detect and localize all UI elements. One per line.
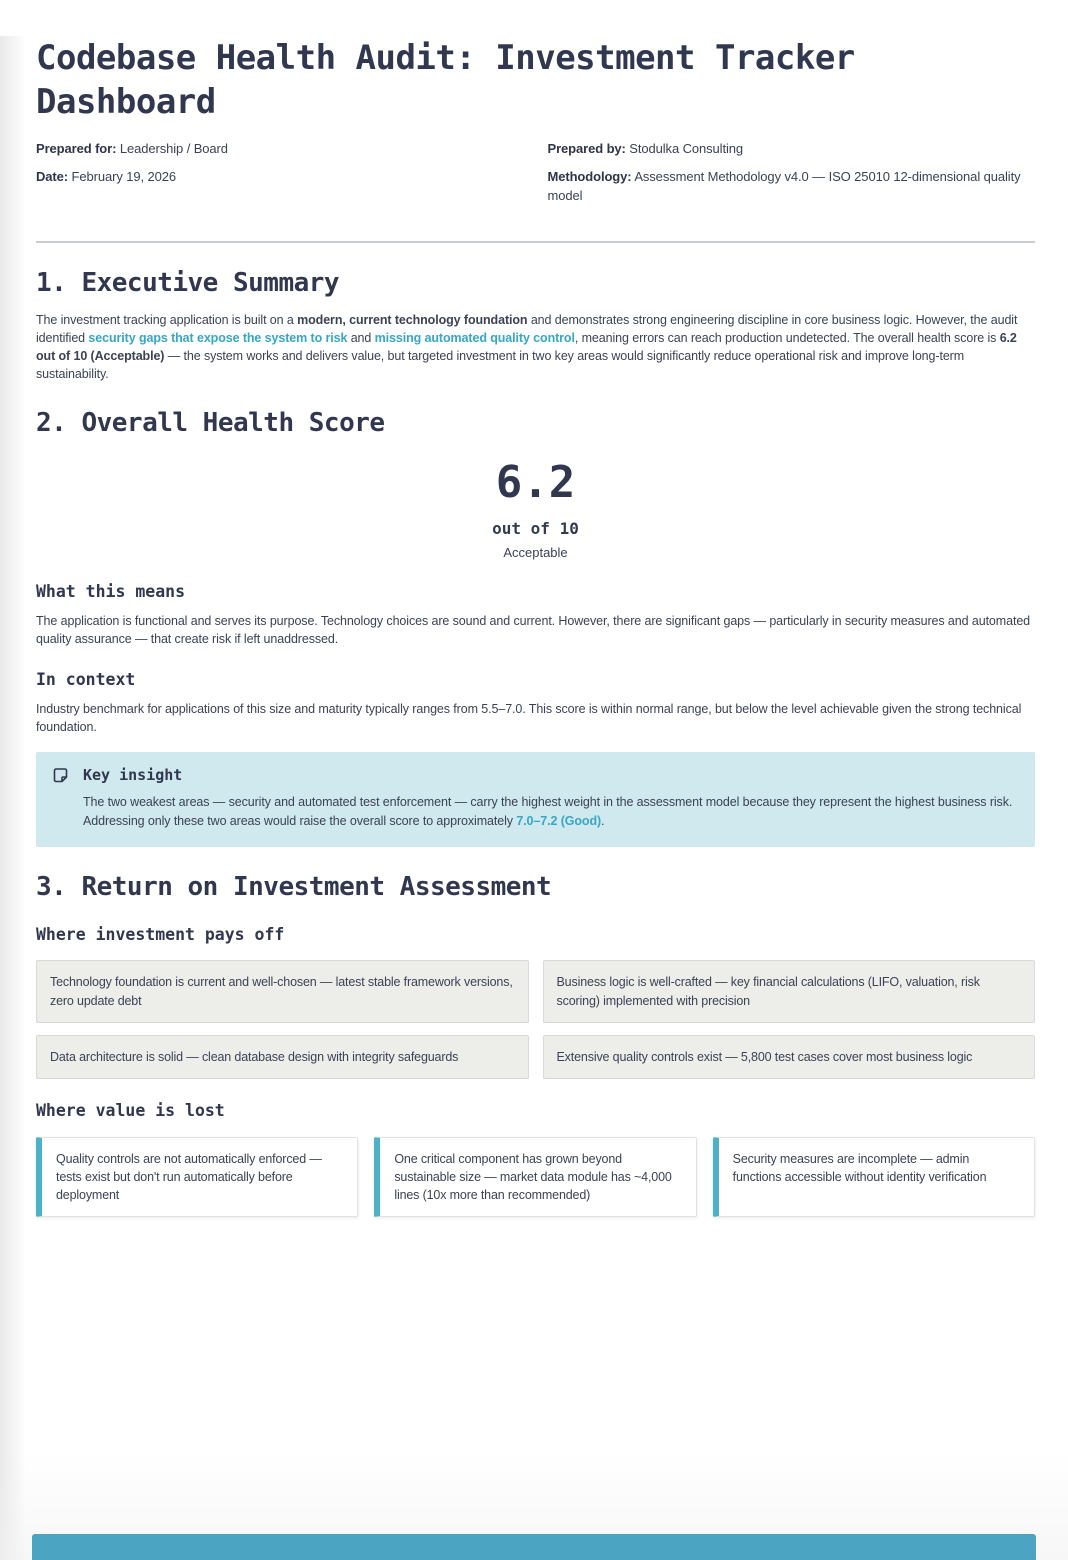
- prepared-for-label: Prepared for:: [36, 141, 117, 157]
- value-lost-card: One critical component has grown beyond sustainable size — market data module has ~4,000 lines (10x more than recommended): [374, 1137, 696, 1217]
- health-score-value: 6.2: [495, 457, 576, 509]
- date-label: Date:: [36, 169, 69, 185]
- pays-off-item: Data architecture is solid — clean database design with integrity safeguards: [36, 1035, 529, 1079]
- text-segment: modern, current technology foundation: [297, 312, 528, 327]
- prepared-by-value: Stodulka Consulting: [629, 141, 744, 157]
- text-segment: and: [347, 330, 375, 345]
- text-segment: — the system works and delivers value, but targeted investment in two key areas would significantly reduce operational risk and improve long-term sustainability.: [36, 349, 965, 382]
- methodology-line: [548, 168, 1036, 206]
- prepared-for-line: [36, 140, 524, 159]
- date-line: [36, 168, 524, 187]
- methodology-value: Assessment Methodology v4.0 — ISO 25010 12-dimensional quality model: [547, 169, 1021, 204]
- text-segment: 6.2 out of 10 (Acceptable): [36, 330, 1017, 364]
- header-divider: [36, 241, 1035, 243]
- subheading-where-investment-pays-off: Where investment pays off: [36, 924, 285, 944]
- date-value: February 19, 2026: [71, 169, 177, 185]
- health-score-scale: out of 10: [492, 519, 579, 539]
- note-icon: [52, 767, 69, 784]
- report-meta: [36, 140, 1035, 215]
- prepared-by-line: [548, 140, 1036, 159]
- key-insight-text: [83, 793, 1019, 831]
- pays-off-item: Business logic is well-crafted — key financial calculations (LIFO, valuation, risk scoring) implemented with precision: [543, 960, 1036, 1022]
- in-context-paragraph: Industry benchmark for applications of this size and maturity typically ranges from 5.5–7.0. This score is within normal range, but below the level achievable given the strong technical foundation.: [36, 702, 1022, 735]
- prepared-for-value: Leadership / Board: [119, 141, 228, 157]
- pays-off-item: Technology foundation is current and well-chosen — latest stable framework versions, zero update debt: [36, 960, 529, 1022]
- text-segment: and demonstrates strong engineering discipline in core business logic. However, the audit identified: [36, 312, 1018, 345]
- health-score-block: [36, 457, 1035, 561]
- text-segment: , meaning errors can reach production undetected. The overall health score is: [574, 330, 1000, 345]
- text-segment: missing automated quality control: [374, 330, 575, 345]
- subheading-where-value-is-lost: Where value is lost: [36, 1100, 225, 1120]
- pays-off-item: Extensive quality controls exist — 5,800 test cases cover most business logic: [543, 1035, 1036, 1079]
- text-segment: The two weakest areas — security and automated test enforcement — carry the highest weight in the assessment model because they represent the highest business risk. Addressing only these two areas would raise the overall score to approximately: [83, 795, 1013, 829]
- executive-summary-paragraph: [36, 311, 1035, 384]
- page-left-shadow: [0, 36, 26, 1560]
- horizontal-scrollbar[interactable]: [32, 1534, 1036, 1560]
- meta-left-column: [36, 140, 524, 215]
- report-title: Codebase Health Audit: Investment Tracker Dashboard: [36, 38, 855, 123]
- text-segment: 7.0–7.2 (Good): [516, 814, 602, 829]
- value-lost-card: Quality controls are not automatically enforced — tests exist but don't run automatically before deployment: [36, 1137, 358, 1217]
- key-insight-header: [52, 766, 1019, 784]
- methodology-label: Methodology:: [547, 169, 632, 185]
- text-segment: .: [601, 814, 605, 829]
- what-this-means-paragraph: The application is functional and serves its purpose. Technology choices are sound and current. However, there are significant gaps — particularly in security measures and automated quality assurance — that create risk if left unaddressed.: [36, 613, 1031, 647]
- section-heading-roi: 3. Return on Investment Assessment: [36, 871, 552, 902]
- section-heading-health-score: 2. Overall Health Score: [36, 408, 385, 439]
- text-segment: The investment tracking application is built on a: [36, 312, 298, 327]
- pays-off-grid: [36, 960, 1035, 1078]
- key-insight-callout: [36, 752, 1035, 847]
- key-insight-title: Key insight: [83, 766, 183, 785]
- subheading-what-this-means: What this means: [36, 582, 186, 602]
- text-segment: security gaps that expose the system to risk: [88, 330, 348, 345]
- health-score-rating: Acceptable: [503, 545, 568, 561]
- value-lost-card: Security measures are incomplete — admin functions accessible without identity verification: [713, 1137, 1035, 1217]
- report-page: [0, 36, 1068, 1560]
- value-lost-grid: [36, 1137, 1035, 1217]
- subheading-in-context: In context: [36, 670, 136, 690]
- prepared-by-label: Prepared by:: [547, 141, 626, 157]
- section-heading-executive-summary: 1. Executive Summary: [36, 267, 340, 298]
- meta-right-column: [548, 140, 1036, 215]
